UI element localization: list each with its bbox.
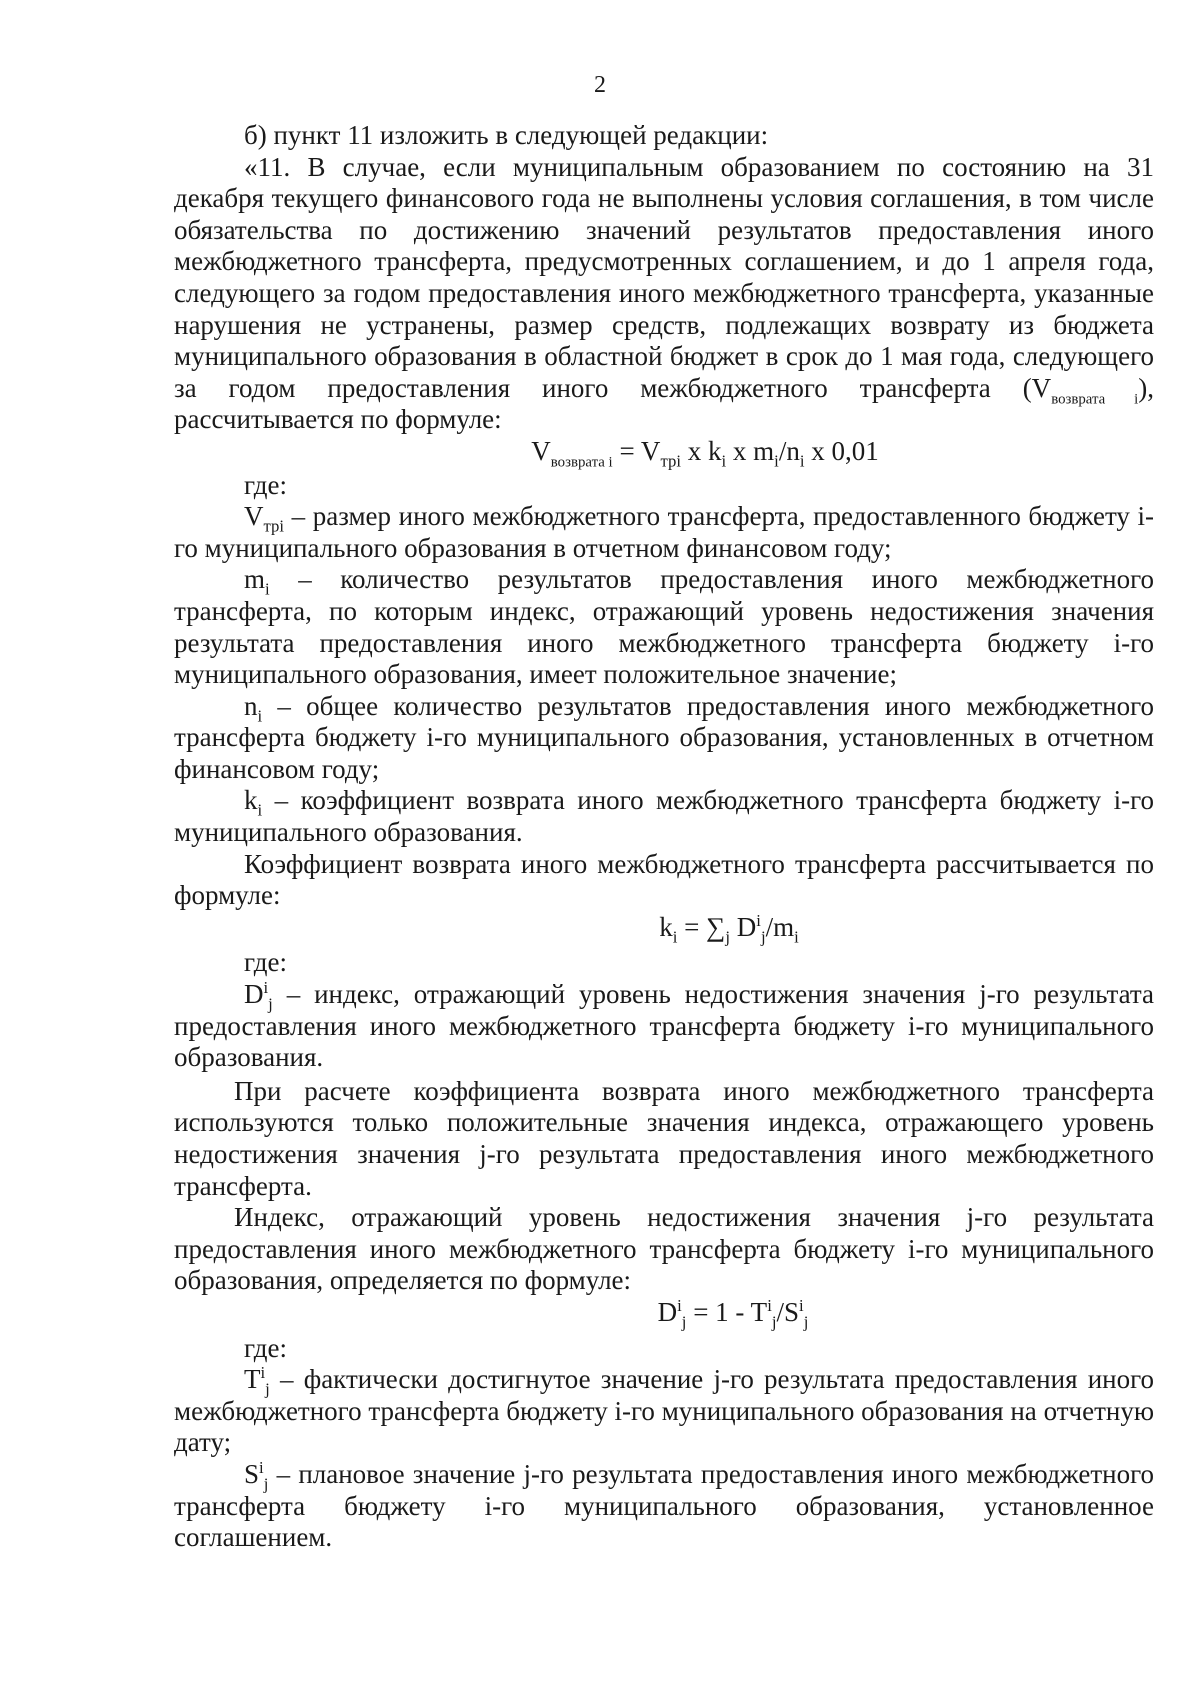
f2-sum: = ∑ — [677, 911, 726, 942]
mi-symbol: m — [244, 564, 266, 595]
tij-sup: i — [260, 1363, 266, 1383]
f2-m: /m — [765, 911, 795, 942]
paragraph-calculation: При расчете коэффициента возврата иного межбюджетного трансферта используются только положительные значения индекса, отражающего уровень недостижения значения j-го результата предоставления иного межбюджетного трансферта. — [174, 1075, 1154, 1201]
f3-sub2: j — [771, 1312, 777, 1332]
ni-sub: i — [257, 706, 263, 726]
vtri-symbol: V — [244, 501, 264, 532]
f1-eq: = V — [612, 435, 661, 466]
f1-tail: x 0,01 — [804, 435, 879, 466]
where-label-1: где: — [244, 469, 287, 500]
f2-sup: i — [756, 910, 761, 930]
f2-sub3: j — [760, 927, 766, 947]
f3-eq: = 1 - T — [686, 1296, 768, 1327]
vtri-sub: трi — [263, 516, 285, 536]
definition-ni — [174, 691, 1154, 786]
where-label-2: где: — [244, 947, 287, 978]
mi-sub: i — [265, 579, 270, 599]
mi-text: – количество результатов предоставления иного межбюджетного трансферта, по которым индекс, отражающий уровень недостижения значения результата предоставления иного межбюджетного трансферта бюджету i-го муниципального образования, имеет положительное значение; — [174, 564, 1154, 690]
sij-symbol: S — [244, 1458, 260, 1489]
f1-sub5: i — [799, 451, 805, 471]
definition-ki — [174, 785, 1154, 848]
dij-text: – индекс, отражающий уровень недостижения значения j-го результата предоставления иного межбюджетного трансферта бюджету i-го муниципального образования. — [174, 979, 1154, 1073]
formula-coefficient — [174, 910, 1154, 947]
f1-sub4: i — [774, 451, 779, 471]
f3-d: D — [657, 1296, 678, 1327]
sij-text: – плановое значение j-го результата предоставления иного межбюджетного трансферта бюджету i-го муниципального образования, установленное соглашением. — [174, 1458, 1154, 1553]
clause-11-text: «11. В случае, если муниципальным образованием по состоянию на 31 декабря текущего финансового года не выполнены условия соглашения, в том числе обязательства по достижению значений результатов предоставления иного межбюджетного трансферта, предусмотренных соглашением, и до 1 апреля года, следующего за годом предоставления иного межбюджетного трансферта, указанные нарушения не устранены, размер средств, подлежащих возврату из бюджета муниципального образования в областной бюджет в срок до 1 мая года, следующего за годом предоставления иного межбюджетного трансферта (V — [174, 151, 1154, 403]
dij-sub: j — [268, 994, 273, 1014]
paragraph-clause-11 — [174, 152, 1154, 436]
sij-sub: j — [263, 1474, 269, 1494]
ki-text: – коэффициент возврата иного межбюджетного трансферта бюджету i-го муниципального образования. — [174, 785, 1154, 848]
f2-sub2: j — [725, 927, 731, 947]
definition-dij — [174, 979, 1154, 1074]
clause-11-end: ), рассчитывается по формуле: — [174, 372, 1155, 435]
definition-vtri — [174, 501, 1154, 564]
definition-sij — [174, 1459, 1154, 1554]
paragraph-intro-text: б) пункт 11 изложить в следующей редакции: — [244, 120, 769, 150]
f1-v: V — [531, 435, 551, 466]
ki-sub: i — [257, 800, 263, 820]
definition-tij — [174, 1364, 1154, 1459]
f2-k: k — [659, 911, 673, 942]
ni-text: – общее количество результатов предоставления иного межбюджетного трансферта бюджету i-го муниципального образования, установленных в отчетном финансовом году; — [174, 690, 1154, 784]
f1-sub1: возврата i — [550, 454, 613, 471]
formula-return-amount — [174, 435, 1154, 471]
f3-sub3: j — [803, 1312, 809, 1332]
formula-index — [174, 1295, 1154, 1332]
paragraph-coefficient: Коэффициент возврата иного межбюджетного трансферта рассчитывается по формуле: — [174, 848, 1154, 911]
page-number: 2 — [594, 72, 606, 98]
f3-sup2: i — [767, 1295, 772, 1315]
f3-sub1: j — [681, 1312, 687, 1332]
tij-symbol: T — [244, 1364, 261, 1395]
f1-sub2: трi — [660, 451, 681, 471]
dij-sup: i — [263, 978, 269, 998]
f3-s: /S — [776, 1296, 800, 1327]
document-body — [174, 120, 1154, 1554]
f3-sup3: i — [799, 1295, 804, 1315]
f2-sub1: i — [672, 927, 678, 947]
vtri-text: – размер иного межбюджетного трансферта, предоставленного бюджету i-го муниципального образования в отчетном финансовом году; — [174, 501, 1154, 563]
tij-text: – фактически достигнутое значение j-го результата предоставления иного межбюджетного трансферта бюджету i-го муниципального образования на отчетную дату; — [174, 1364, 1154, 1458]
paragraph-index: Индекс, отражающий уровень недостижения значения j-го результата предоставления иного межбюджетного трансферта бюджету i-го муниципального образования, определяется по формуле: — [174, 1202, 1154, 1296]
ni-symbol: n — [244, 690, 258, 721]
f2-sub4: i — [794, 927, 799, 947]
f1-slash: /n — [778, 435, 800, 466]
paragraph-intro — [174, 120, 1154, 152]
definition-mi — [174, 564, 1154, 690]
f1-sub3: i — [721, 451, 727, 471]
tij-sub: j — [265, 1379, 270, 1399]
sij-sup: i — [259, 1457, 264, 1477]
f1-x1: x k — [680, 435, 722, 466]
f3-sup1: i — [677, 1295, 682, 1315]
where-label-3: где: — [244, 1332, 287, 1363]
clause-11-sub: возврата i — [1051, 391, 1139, 408]
f1-x2: x m — [726, 435, 775, 466]
ki-symbol: k — [244, 785, 258, 816]
f2-d: D — [730, 911, 757, 942]
dij-symbol: D — [244, 979, 264, 1010]
